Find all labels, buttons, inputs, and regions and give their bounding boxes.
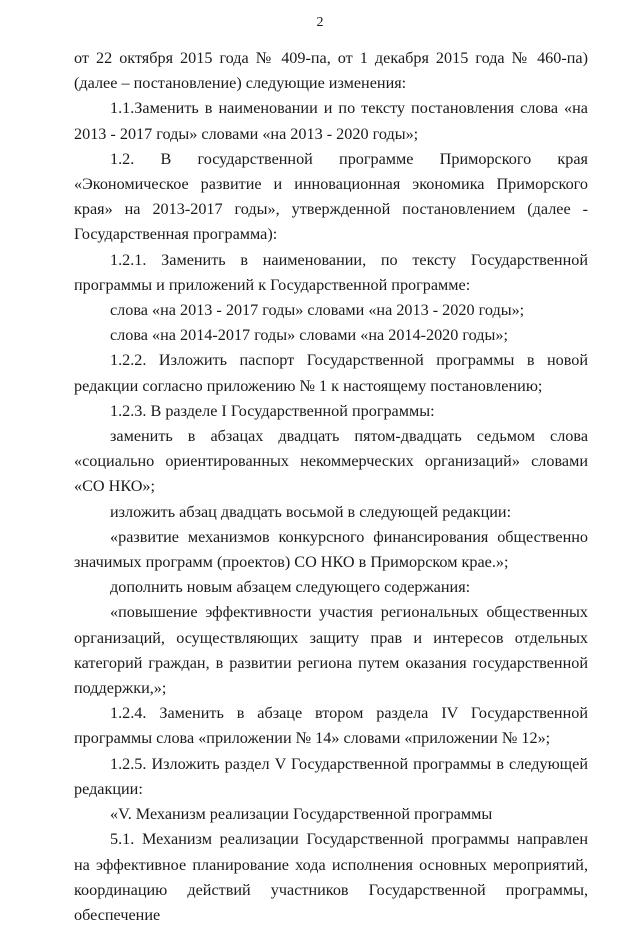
- paragraph-1-1: 1.1.Заменить в наименовании и по тексту постановления слова «на 2013 - 2017 годы» словами «на 2013 - 2020 годы»;: [74, 99, 588, 143]
- paragraph-add-new: дополнить новым абзацем следующего содержания:: [110, 578, 471, 597]
- paragraph-1-2-4: 1.2.4. Заменить в абзаце втором раздела IV Государственной программы слова «приложении № 14» словами «приложении № 12»;: [74, 704, 588, 748]
- paragraph-1-2-5: 1.2.5. Изложить раздел V Государственной программы в следующей редакции:: [74, 754, 588, 798]
- paragraph-1-2-2: 1.2.2. Изложить паспорт Государственной программы в новой редакции согласно приложению № 1 к настоящему постановлению;: [74, 351, 588, 395]
- paragraph-intro: от 22 октября 2015 года № 409-па, от 1 декабря 2015 года № 460-па) (далее – постановление) следующие изменения:: [74, 49, 588, 93]
- paragraph-5-1: 5.1. Механизм реализации Государственной программы направлен на эффективное планирование хода исполнения основных мероприятий, координацию действий участников Государственной программы, обеспечение: [74, 830, 588, 924]
- paragraph-1-2-1: 1.2.1. Заменить в наименовании, по тексту Государственной программы и приложений к Государственной программе:: [74, 250, 588, 294]
- paragraph-quote-development: «развитие механизмов конкурсного финансирования общественно значимых программ (проектов) СО НКО в Приморском крае.»;: [74, 527, 588, 572]
- paragraph-words-2014: слова «на 2014-2017 годы» словами «на 2014-2020 годы»;: [110, 326, 508, 345]
- section-heading-v: «V. Механизм реализации Государственной программы: [110, 805, 493, 824]
- paragraph-1-2-3: 1.2.3. В разделе I Государственной программы:: [110, 401, 435, 420]
- document-body: [74, 46, 588, 928]
- paragraph-quote-efficiency: «повышение эффективности участия региональных общественных организаций, осуществляющих защиту прав и интересов отдельных категорий граждан, в развитии региона путем оказания государственной поддержки,»;: [74, 603, 588, 698]
- paragraph-words-2013: слова «на 2013 - 2017 годы» словами «на 2013 - 2020 годы»;: [110, 301, 525, 320]
- paragraph-state-28th: изложить абзац двадцать восьмой в следующей редакции:: [110, 502, 512, 521]
- page-number: 2: [316, 15, 324, 30]
- paragraph-replace-words: заменить в абзацах двадцать пятом-двадцать седьмом слова «социально ориентированных некоммерческих организаций» словами «СО НКО»;: [74, 427, 588, 496]
- paragraph-1-2: 1.2. В государственной программе Приморского края «Экономическое развитие и инновационная экономика Приморского края» на 2013-2017 годы», утвержденной постановлением (далее - Государственная программа):: [74, 149, 588, 244]
